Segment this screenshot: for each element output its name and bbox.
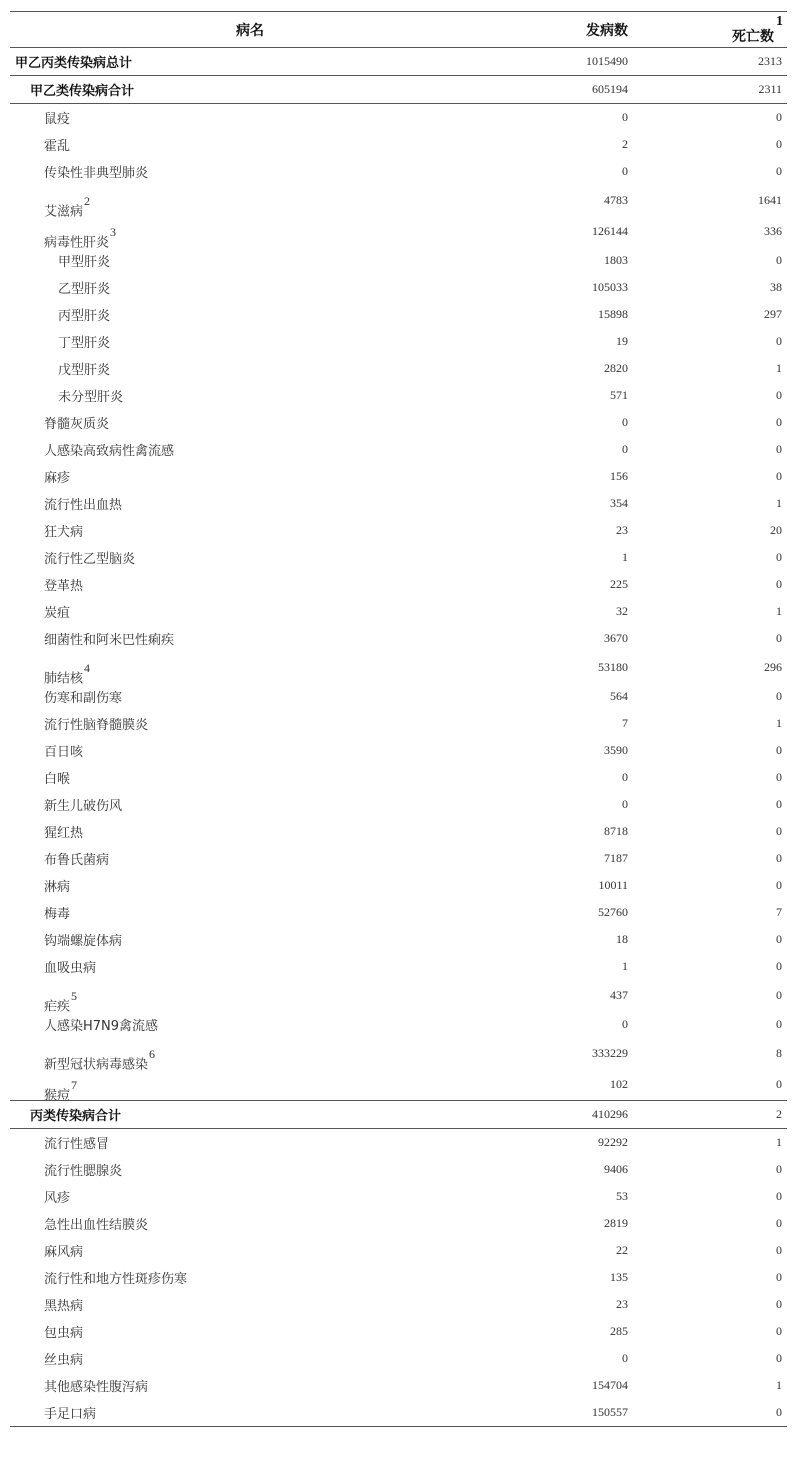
table-row [10, 1210, 787, 1237]
deaths-value: 0 [776, 878, 782, 892]
disease-name-text: 脊髓灰质炎 [44, 417, 110, 432]
table-row [10, 1399, 787, 1426]
deaths-value: 0 [776, 415, 782, 429]
disease-name-text: 疟疾 [44, 999, 71, 1015]
deaths-value: 0 [776, 550, 782, 564]
table-row [10, 328, 787, 355]
class-c-total-name: 丙类传染病合计 [30, 1109, 122, 1124]
disease-name [58, 332, 110, 351]
table-row [10, 409, 787, 436]
table-row [10, 490, 787, 517]
header-row [10, 12, 787, 47]
disease-name-text: 布鲁氏菌病 [44, 853, 110, 868]
cases-value: 52760 [598, 905, 628, 919]
deaths-value: 1 [776, 604, 782, 618]
table-row [10, 1156, 787, 1183]
disease-name-text: 丝虫病 [44, 1353, 84, 1368]
deaths-value: 0 [776, 988, 782, 1002]
disease-name-text: 风疹 [44, 1191, 71, 1206]
grand-total-row [10, 48, 787, 75]
disease-name [58, 251, 110, 270]
table-row [10, 980, 787, 1015]
disease-name-text: 淋病 [44, 880, 71, 895]
disease-name-text: 戊型肝炎 [58, 363, 111, 378]
table-row [10, 1038, 787, 1073]
deaths-value: 0 [776, 1351, 782, 1365]
class-ab-rows [10, 104, 787, 1104]
deaths-value: 0 [776, 1216, 782, 1230]
table-row [10, 710, 787, 737]
disease-name-text: 猴痘 [44, 1088, 71, 1104]
disease-name-text: 梅毒 [44, 907, 71, 922]
table-row [10, 517, 787, 544]
disease-name-text: 新生儿破伤风 [44, 799, 123, 814]
deaths-value: 0 [776, 388, 782, 402]
table-row [10, 301, 787, 328]
deaths-value: 7 [776, 905, 782, 919]
bottom-rule [10, 1426, 787, 1427]
disease-name [44, 741, 83, 760]
header-cases: 发病数 [586, 22, 628, 39]
disease-name [44, 413, 109, 432]
footnote-marker: 6 [149, 1047, 156, 1061]
disease-name [44, 957, 96, 976]
disease-name-text: 炭疽 [44, 606, 71, 621]
header-deaths-footnote: 1 [776, 14, 783, 29]
table-row [10, 1291, 787, 1318]
cases-value: 154704 [592, 1378, 628, 1392]
table-row [10, 1129, 787, 1156]
table-row [10, 382, 787, 409]
deaths-value: 0 [776, 1189, 782, 1203]
disease-name [44, 135, 70, 154]
disease-name [44, 467, 70, 486]
deaths-value: 0 [776, 137, 782, 151]
class-ab-total-cases: 605194 [592, 82, 628, 96]
disease-name [44, 1241, 83, 1260]
cases-value: 18 [616, 932, 628, 946]
cases-value: 0 [622, 797, 628, 811]
deaths-value: 0 [776, 1270, 782, 1284]
table-row [10, 185, 787, 220]
deaths-value: 0 [776, 1162, 782, 1176]
disease-name [44, 521, 83, 540]
cases-value: 225 [610, 577, 628, 591]
disease-name-text: 鼠疫 [44, 112, 71, 127]
disease-name-text: 人感染H7N9禽流感 [44, 1019, 159, 1034]
disease-name-text: 流行性腮腺炎 [44, 1164, 123, 1179]
table-row [10, 1372, 787, 1399]
deaths-value: 0 [776, 689, 782, 703]
deaths-value: 1 [776, 361, 782, 375]
disease-name [44, 108, 70, 127]
cases-value: 7187 [604, 851, 628, 865]
footnote-marker: 7 [71, 1078, 78, 1092]
disease-name [44, 1268, 187, 1287]
disease-name-text: 未分型肝炎 [58, 390, 124, 405]
deaths-value: 0 [776, 1077, 782, 1091]
disease-name-text: 流行性脑脊髓膜炎 [44, 718, 149, 733]
deaths-value: 0 [776, 469, 782, 483]
table-row [10, 158, 787, 185]
cases-value: 437 [610, 988, 628, 1002]
table-row [10, 1183, 787, 1210]
cases-value: 53180 [598, 660, 628, 674]
disease-name-text: 乙型肝炎 [58, 282, 111, 297]
cases-value: 135 [610, 1270, 628, 1284]
table-row [10, 216, 787, 251]
disease-name-text: 黑热病 [44, 1299, 84, 1314]
table-row [10, 683, 787, 710]
grand-total-deaths: 2313 [758, 54, 782, 68]
disease-name [44, 1295, 83, 1314]
disease-name [44, 548, 135, 567]
deaths-value: 1 [776, 1378, 782, 1392]
disease-name [58, 359, 110, 378]
disease-name-text: 病毒性肝炎 [44, 235, 110, 251]
deaths-value: 1641 [758, 193, 782, 207]
deaths-value: 0 [776, 110, 782, 124]
disease-name [44, 1403, 96, 1422]
deaths-value: 0 [776, 851, 782, 865]
disease-name-text: 麻风病 [44, 1245, 84, 1260]
deaths-value: 0 [776, 1324, 782, 1338]
deaths-value: 297 [764, 307, 782, 321]
disease-name [44, 602, 70, 621]
table-row [10, 872, 787, 899]
cases-value: 19 [616, 334, 628, 348]
footnote-marker: 2 [84, 194, 91, 208]
disease-name [44, 494, 122, 513]
cases-value: 0 [622, 164, 628, 178]
disease-name [44, 1214, 148, 1233]
deaths-value: 8 [776, 1046, 782, 1060]
deaths-value: 0 [776, 164, 782, 178]
deaths-value: 0 [776, 743, 782, 757]
deaths-value: 0 [776, 631, 782, 645]
cases-value: 1 [622, 959, 628, 973]
table-row [10, 571, 787, 598]
disease-name-text: 急性出血性结膜炎 [44, 1218, 149, 1233]
deaths-value: 0 [776, 334, 782, 348]
cases-value: 9406 [604, 1162, 628, 1176]
table-row [10, 818, 787, 845]
disease-name [44, 1376, 148, 1395]
deaths-value: 0 [776, 577, 782, 591]
disease-name [44, 822, 83, 841]
cases-value: 23 [616, 1297, 628, 1311]
table-row [10, 436, 787, 463]
disease-name-text: 白喉 [44, 772, 71, 787]
disease-name [58, 278, 110, 297]
cases-value: 15898 [598, 307, 628, 321]
deaths-value: 0 [776, 824, 782, 838]
cases-value: 0 [622, 1017, 628, 1031]
cases-value: 0 [622, 415, 628, 429]
disease-statistics-table [10, 11, 787, 1427]
disease-name-text: 甲型肝炎 [58, 255, 111, 270]
cases-value: 22 [616, 1243, 628, 1257]
cases-value: 53 [616, 1189, 628, 1203]
cases-value: 7 [622, 716, 628, 730]
cases-value: 0 [622, 1351, 628, 1365]
deaths-value: 296 [764, 660, 782, 674]
disease-name-text: 麻疹 [44, 471, 71, 486]
deaths-value: 0 [776, 253, 782, 267]
disease-name [44, 1160, 122, 1179]
cases-value: 354 [610, 496, 628, 510]
table-row [10, 764, 787, 791]
table-row [10, 899, 787, 926]
deaths-value: 0 [776, 1243, 782, 1257]
disease-name-text: 血吸虫病 [44, 961, 97, 976]
cases-value: 564 [610, 689, 628, 703]
deaths-value: 1 [776, 496, 782, 510]
table-row [10, 926, 787, 953]
deaths-value: 0 [776, 959, 782, 973]
grand-total-name: 甲乙丙类传染病总计 [15, 56, 133, 71]
table-row [10, 463, 787, 490]
deaths-value: 0 [776, 1405, 782, 1419]
disease-name [44, 1322, 83, 1341]
cases-value: 333229 [592, 1046, 628, 1060]
cases-value: 4783 [604, 193, 628, 207]
cases-value: 92292 [598, 1135, 628, 1149]
disease-name-text: 包虫病 [44, 1326, 84, 1341]
disease-name-text: 丁型肝炎 [58, 336, 111, 351]
footnote-marker: 5 [71, 989, 78, 1003]
class-ab-total-row [10, 76, 787, 103]
deaths-value: 0 [776, 442, 782, 456]
table-row [10, 598, 787, 625]
disease-name-text: 丙型肝炎 [58, 309, 111, 324]
cases-value: 23 [616, 523, 628, 537]
cases-value: 3590 [604, 743, 628, 757]
disease-name-text: 伤寒和副伤寒 [44, 691, 123, 706]
table-row [10, 104, 787, 131]
class-c-total-cases: 410296 [592, 1107, 628, 1121]
disease-name-text: 艾滋病 [44, 204, 84, 220]
disease-name [44, 162, 148, 181]
deaths-value: 0 [776, 1297, 782, 1311]
disease-name-text: 流行性感冒 [44, 1137, 110, 1152]
cases-value: 285 [610, 1324, 628, 1338]
table-row [10, 247, 787, 274]
cases-value: 1803 [604, 253, 628, 267]
header-disease-name: 病名 [236, 22, 264, 39]
disease-name-text: 新型冠状病毒感染 [44, 1057, 149, 1073]
deaths-value: 336 [764, 224, 782, 238]
table-row [10, 953, 787, 980]
table-row [10, 274, 787, 301]
disease-name [44, 687, 122, 706]
cases-value: 3670 [604, 631, 628, 645]
disease-name-text: 钩端螺旋体病 [44, 934, 123, 949]
disease-name-text: 其他感染性腹泻病 [44, 1380, 149, 1395]
cases-value: 2 [622, 137, 628, 151]
cases-value: 126144 [592, 224, 628, 238]
disease-name-text: 流行性乙型脑炎 [44, 552, 136, 567]
class-c-total-row [10, 1101, 787, 1128]
disease-name [44, 629, 174, 648]
disease-name-text: 传染性非典型肺炎 [44, 166, 149, 181]
disease-name [44, 1187, 70, 1206]
deaths-value: 38 [770, 280, 782, 294]
table-row [10, 791, 787, 818]
disease-name [44, 440, 174, 459]
table-row [10, 1264, 787, 1291]
disease-name [44, 768, 70, 787]
cases-value: 150557 [592, 1405, 628, 1419]
table-row [10, 1345, 787, 1372]
table-row [10, 845, 787, 872]
footnote-marker: 3 [110, 225, 117, 239]
cases-value: 2820 [604, 361, 628, 375]
cases-value: 0 [622, 770, 628, 784]
deaths-value: 0 [776, 797, 782, 811]
cases-value: 2819 [604, 1216, 628, 1230]
disease-name [44, 1133, 109, 1152]
header-deaths: 死亡数 [732, 29, 774, 45]
deaths-value: 1 [776, 1135, 782, 1149]
disease-name-text: 手足口病 [44, 1407, 97, 1422]
deaths-value: 0 [776, 932, 782, 946]
cases-value: 156 [610, 469, 628, 483]
cases-value: 571 [610, 388, 628, 402]
table-row [10, 544, 787, 571]
disease-name-text: 流行性出血热 [44, 498, 123, 513]
disease-name [44, 930, 122, 949]
cases-value: 32 [616, 604, 628, 618]
deaths-value: 1 [776, 716, 782, 730]
cases-value: 0 [622, 442, 628, 456]
disease-name [44, 876, 70, 895]
disease-name-text: 流行性和地方性斑疹伤寒 [44, 1272, 188, 1287]
disease-name-text: 细菌性和阿米巴性痢疾 [44, 633, 175, 648]
cases-value: 102 [610, 1077, 628, 1091]
table-row [10, 1318, 787, 1345]
cases-value: 1 [622, 550, 628, 564]
disease-name [44, 903, 70, 922]
disease-name [44, 1015, 158, 1034]
cases-value: 105033 [592, 280, 628, 294]
disease-name [44, 1349, 83, 1368]
deaths-value: 20 [770, 523, 782, 537]
disease-name [44, 849, 109, 868]
disease-name-text: 猩红热 [44, 826, 84, 841]
table-row [10, 355, 787, 382]
class-ab-total-name: 甲乙类传染病合计 [30, 84, 135, 99]
class-ab-total-deaths: 2311 [758, 82, 782, 96]
disease-name [58, 305, 110, 324]
grand-total-cases: 1015490 [586, 54, 628, 68]
disease-name-text: 登革热 [44, 579, 84, 594]
cases-value: 8718 [604, 824, 628, 838]
cases-value: 0 [622, 110, 628, 124]
disease-name [44, 575, 83, 594]
disease-name [44, 714, 148, 733]
disease-name [58, 386, 123, 405]
table-row [10, 737, 787, 764]
table-row [10, 1011, 787, 1038]
footnote-marker: 4 [84, 661, 91, 675]
class-c-total-deaths: 2 [776, 1107, 782, 1121]
cases-value: 10011 [598, 878, 628, 892]
class-c-rows [10, 1129, 787, 1426]
deaths-value: 0 [776, 770, 782, 784]
table-row [10, 652, 787, 687]
deaths-value: 0 [776, 1017, 782, 1031]
table-row [10, 625, 787, 652]
disease-name-text: 肺结核 [44, 671, 84, 687]
disease-name-text: 霍乱 [44, 139, 71, 154]
disease-name-text: 人感染高致病性禽流感 [44, 444, 175, 459]
table-row [10, 1069, 787, 1104]
table-row [10, 1237, 787, 1264]
table-row [10, 131, 787, 158]
disease-name [44, 795, 122, 814]
disease-name-text: 狂犬病 [44, 525, 84, 540]
disease-name-text: 百日咳 [44, 745, 84, 760]
